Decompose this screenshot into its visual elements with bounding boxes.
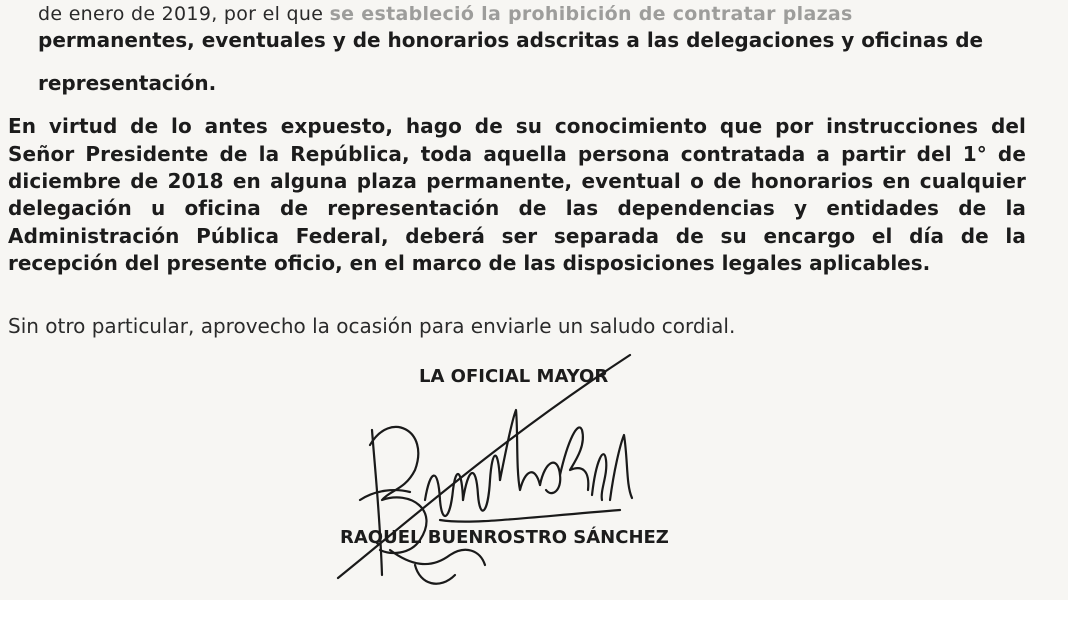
- para2-line5: Administración Pública Federal, deberá ser separada de su encargo el día de la: [8, 224, 1026, 248]
- para2-line2: Señor Presidente de la República, toda aquella persona contratada a partir del 1° de: [8, 142, 1026, 166]
- handwritten-signature: [320, 350, 650, 600]
- para1-line3: representación.: [38, 71, 217, 95]
- para2-line3: diciembre de 2018 en alguna plaza permanente, eventual o de honorarios en cualquier: [8, 169, 1026, 193]
- para1-line1-start: de enero de 2019, por el que: [38, 3, 330, 25]
- signer-name: RAQUEL BUENROSTRO SÁNCHEZ: [340, 527, 669, 548]
- para2-line4: delegación u oficina de representación de las dependencias y entidades de la: [8, 196, 1026, 220]
- para1-line2: permanentes, eventuales y de honorarios adscritas a las delegaciones y oficinas de: [38, 28, 984, 52]
- para2-line1: En virtud de lo antes expuesto, hago de su conocimiento que por instrucciones del: [8, 114, 1026, 138]
- para1-line1-faded: se estableció la prohibición de contratar plazas: [329, 3, 853, 25]
- para1-line1: [38, 2, 853, 26]
- closing-line: Sin otro particular, aprovecho la ocasión para enviarle un saludo cordial.: [8, 314, 736, 338]
- bottom-margin: [0, 600, 1068, 623]
- para2-last-line: recepción del presente oficio, en el marco de las disposiciones legales aplicables.: [8, 251, 931, 275]
- signer-title: LA OFICIAL MAYOR: [419, 366, 609, 387]
